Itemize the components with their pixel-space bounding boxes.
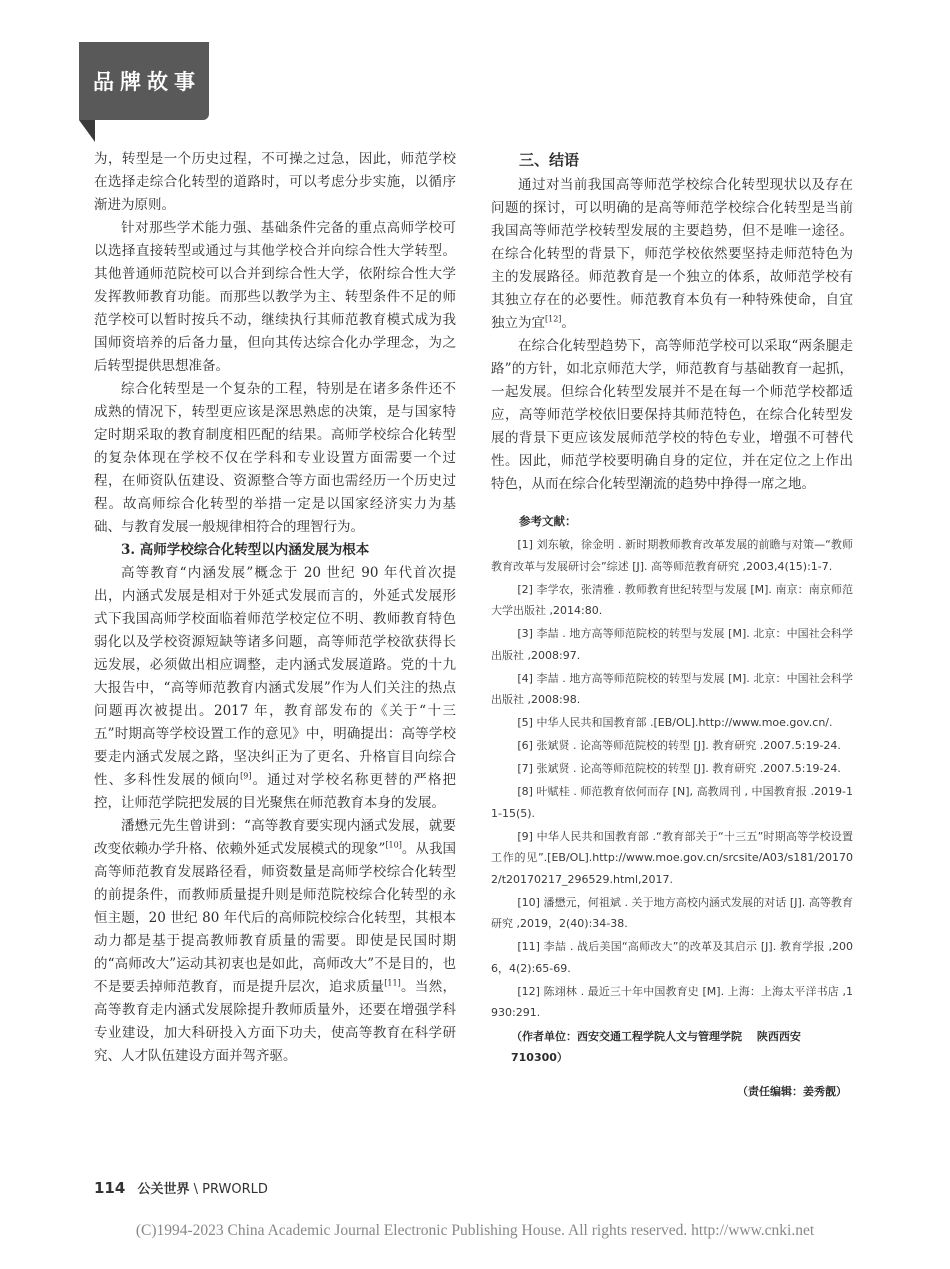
section-tab-label: 品牌故事 [93,70,201,94]
paragraph-text: 。通过对学校名称更替的严格把控，让师范学院把发展的目光聚焦在师范教育本身的发展。 [94,772,457,811]
references-title: 参考文献： [519,514,577,528]
paragraph-text: 。从我国高等师范教育发展路径看，师资数量是高师学校综合化转型的前提条件，而教师质量提升则是师范院校综合化转型的永恒主题，20 世纪 80 年代后的高师院校综合化转型，其根本动力都是基于提高教师教育质量的需要。即使是民国时期的“高师改大”运动其初衷也是如此，高师改大”不是目的，也不是要丢掉师范教育，而是提升层次，追求质量 [94,841,456,995]
paragraph-text: 在综合化转型趋势下，高等师范学校可以采取“两条腿走路”的方针，如北京师范大学，师范教育与基础教育一起抓，一起发展。但综合化转型发展并不是在每一个师范学校都适应，高等师范学校依旧要保持其师范特色，在综合化转型发展的背景下更应该发展师范学校的特色专业，增强不可替代性。因此，师范学校要明确自身的定位，并在定位之上作出特色，从而在综合化转型潮流的趋势中挣得一席之地。 [491,338,853,492]
reference-item: [9] 中华人民共和国教育部 .“教育部关于“十三五”时期高等学校设置工作的见”.[EB/OL].http://www.moe.gov.cn/srcsite/A03/s181/201702/t20170217_296529.html,2017. [491,829,853,886]
paragraph [94,217,456,378]
reference-item: [7] 张斌贤 . 论高等师范院校的转型 [J]. 教育研究 .2007.5:19-24. [517,762,841,775]
right-column [491,148,853,1099]
paragraph-text: 综合化转型是一个复杂的工程，特别是在诸多条件还不成熟的情况下，转型更应该是深思熟虑的决策，是与国家特定时期采取的教育制度相匹配的结果。高师学校综合化转型的复杂体现在学校不仅在学科和专业设置方面需要一个过程，在师资队伍建设、资源整合等方面也需经历一个历史过程。故高师综合化转型的举措一定是以国家经济实力为基础、与教育发展一般规律相符合的理智行为。 [94,381,456,535]
responsible-editor: （责任编辑：姜秀靓） [737,1084,847,1098]
reference-item: [10] 潘懋元，何祖斌 . 关于地方高校内涵式发展的对话 [J]. 高等教育研究 ,2019，2(40):34-38. [491,895,853,930]
paragraph [94,148,456,217]
section-tab [79,42,209,120]
author-affiliation: （作者单位：西安交通工程学院人文与管理学院 陕西西安 710300） [511,1029,812,1064]
paragraph [94,562,456,815]
reference-item: [5] 中华人民共和国教育部 .[EB/OL].http://www.moe.gov.cn/. [517,716,833,729]
paragraph [491,335,853,496]
citation-ref: [11] [384,978,401,988]
paragraph-text: 通过对当前我国高等师范学校综合化转型现状以及存在问题的探讨，可以明确的是高等师范学校综合化转型是当前我国高等师范学校转型发展的主要趋势，但不是唯一途径。在综合化转型的背景下，师范学校依然要坚持走师范特色为主的发展路径。师范教育是一个独立的体系，故师范学校有其独立存在的必要性。师范教育本负有一种特殊使命，自宜独立为宜 [491,177,853,331]
references-list [491,534,853,1024]
paragraph-text: 高等教育“内涵发展”概念于 20 世纪 90 年代首次提出，内涵式发展是相对于外延式发展而言的，外延式发展形式下我国高师学校面临着师范学校定位不明、教师教育特色弱化以及学校资源短缺等诸多问题，高等师范学校欲获得长远发展，必须做出相应调整，走内涵式发展道路。党的十九大报告中，“高等师范教育内涵式发展”作为人们关注的热点问题再次被提出。2017 年，教育部发布的《关于“十三五”时期高等学校设置工作的意见》中，明确提出：高等学校要走内涵式发展之路，坚决纠正为了更名、升格盲目向综合性、多科性发展的倾向 [94,565,456,788]
citation-ref: [10] [385,840,402,850]
paragraph [94,815,456,1068]
left-column [94,148,456,1068]
reference-item: [8] 叶赋桂 . 师范教育依何而存 [N], 高教周刊 , 中国教育报 .2019-11-15(5). [491,785,853,820]
magazine-name-en: PRWORLD [202,1182,268,1197]
paragraph-text: 。 [561,315,575,331]
paragraph-text: 。当然，高等教育走内涵式发展除提升教师质量外，还要在增强学科专业建设，加大科研投入方面下功夫，使高等教育在科学研究、人才队伍建设方面并驾齐驱。 [94,979,457,1064]
reference-item: [1] 刘东敏，徐金明 . 新时期教师教育改革发展的前瞻与对策—“教师教育改革与发展研讨会”综述 [J]. 高等师范教育研究 ,2003,4(15):1-7. [491,538,853,573]
paragraph-text: 为，转型是一个历史过程，不可操之过急，因此，师范学校在选择走综合化转型的道路时，可以考虑分步实施，以循序渐进为原则。 [94,151,456,213]
page-number: 114 [94,1179,126,1197]
paragraph-text: 潘懋元先生曾讲到：“高等教育要实现内涵式发展，就要改变依赖办学升格、依赖外延式发展模式的现象” [94,818,456,857]
page-footer [94,1178,268,1197]
reference-item: [11] 李喆 . 战后美国“高师改大”的改革及其启示 [J]. 教育学报 ,2006，4(2):65-69. [491,940,853,975]
citation-ref: [12] [545,314,562,324]
paragraph-text: 针对那些学术能力强、基础条件完备的重点高师学校可以选择直接转型或通过与其他学校合并向综合性大学转型。其他普通师范院校可以合并到综合性大学，依附综合性大学发挥教师教育功能。而那些以教学为主、转型条件不足的师范学校可以暂时按兵不动，继续执行其师范教育模式成为我国师资培养的后备力量，但向其传达综合化办学理念，为之后转型提供思想准备。 [94,220,456,374]
section-tab-fold [79,120,95,142]
magazine-name: 公关世界 [137,1182,190,1197]
paragraph [94,378,456,539]
reference-item: [2] 李学农，张清雅 . 教师教育世纪转型与发展 [M]. 南京：南京师范大学出版社 ,2014:80. [491,582,853,617]
reference-item: [6] 张斌贤 . 论高等师范院校的转型 [J]. 教育研究 .2007.5:19-24. [517,739,841,752]
reference-item: [3] 李喆 . 地方高等师范院校的转型与发展 [M]. 北京：中国社会科学出版社 ,2008:97. [491,627,853,662]
reference-item: [12] 陈翊林 . 最近三十年中国教育史 [M]. 上海：上海太平洋书店 ,1930:291. [491,984,853,1019]
copyright-line: (C)1994-2023 China Academic Journal Electronic Publishing House. All rights reserved. http://www.cnki.net [135,1222,815,1239]
subheading: 3. 高师学校综合化转型以内涵发展为根本 [121,542,370,558]
footer-separator: \ [193,1182,198,1197]
paragraph [491,174,853,335]
section-title: 三、结语 [519,151,580,169]
reference-item: [4] 李喆 . 地方高等师范院校的转型与发展 [M]. 北京：中国社会科学出版社 ,2008:98. [491,671,853,706]
citation-ref: [9] [240,771,252,781]
